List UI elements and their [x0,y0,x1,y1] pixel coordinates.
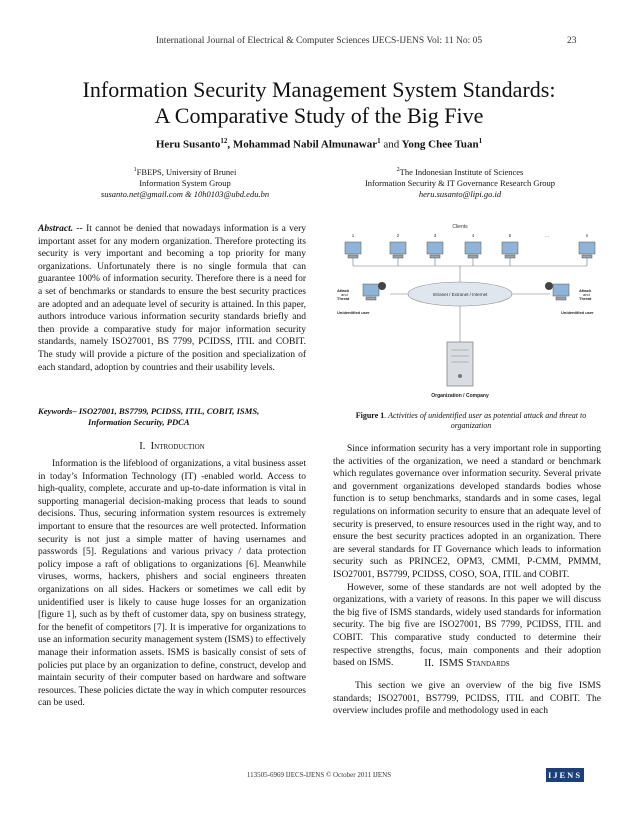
client-number-2: 2 [396,233,400,238]
unidentified-left-label: Unidentified user [337,310,370,315]
page-footer: 113505-6969 IJECS-IJENS © October 2011 IJENS [246,771,392,779]
section-2-title: ISMS Standards [439,658,510,669]
and-left-label: and [341,292,348,297]
client-number-1: 1 [351,233,355,238]
threat-left-label: Threat [337,296,350,301]
affiliation-left [60,165,310,200]
title-line-2: A Comparative Study of the Big Five [154,103,484,128]
right-paragraph-2: However, some of these standards are not well adopted by the organizations, with a variety of reasons. In this paper we will discuss the big five of ISMS standards, widely used standards for information security. The big five are ISO27001, BS 7799, PCIDSS, ITIL and COBIT. This comparative study conducted to determine their respective strengths, focus, main components and their adoption based on ISMS. [333,582,601,669]
section-2-number: II. [424,658,434,669]
section-1-body [38,458,306,710]
client-number-n: n [585,233,589,238]
threat-right-label: Threat [579,296,592,301]
affil-right-sup: 2 [396,167,400,173]
section-2-heading [333,658,601,669]
author-3: Yong Chee Tuan [401,138,479,151]
network-label: Intranet / Extranet / Internet [432,292,488,297]
client-number-3: 3 [433,233,437,238]
attacker-right [545,282,594,315]
affil-left-line1: FBEPS, University of Brunei [136,166,237,177]
abstract [38,223,306,374]
author-2: Mohammad Nabil Almunawar [232,138,378,151]
client-number-4: 4 [471,233,475,238]
keywords [38,406,306,428]
clients-label: Clients [452,224,468,230]
affil-left-email: susanto.net@gmail.com & 10h0103@ubd.edu.bn [100,188,270,199]
organization-label: Organization / Company [431,393,489,399]
client-computer-n [579,242,595,258]
section-1-paragraph: Information is the lifeblood of organizations, a vital business asset in today’s Information Technology (IT) -enabled world. Access to high-quality, complete, accurate and up-to-date information is vital in supporting managerial decision-making process that leads to sound decisions. Thus, securing information system resources is extremely important to ensure that the resources are well protected. Information security is not just a simple matter of having usernames and passwords [5]. Regulations and various privacy / data protection policy impose a raft of obligations to organizations [6]. Meanwhile viruses, worms, hackers, phishers and social engineers threaten organizations on all sides. Hackers or sometimes we call edit by unidentified user is likely to cause huge losses for an organization [figure 1], such as by theft of customer data, spy on business strategy, for the benefit of competitors [7]. It is imperative for organizations to use an information security management system (ISMS) to effectively manage their information assets. ISMS is basically consist of sets of policies put place by an organization to define, construct, develop and maintain security of their computer based on hardware and software resources. These policies dictate the way in which computer resources can be used. [38,459,306,709]
caption-text: . Activities of unidentified user as potential attack and threat to organization [384,411,587,430]
paper-title [40,77,598,129]
affiliation-right [325,165,595,200]
section-1-title: Introduction [150,441,205,452]
organization-server [447,342,473,386]
caption-label: Figure 1 [355,411,385,420]
affil-right-line2: Information Security & IT Governance Research Group [364,177,556,188]
client-computer-5 [502,242,518,258]
network-diagram [335,222,605,402]
abstract-text: It cannot be denied that nowadays information is a very important asset for any modern organization. Therefore protecting its security is very important and becoming a top priority for many organizations. Unfortunately there is no single formula that can guarantee 100% of information security. Therefore there is a need for a set of benchmarks or standards to ensure the best security practices are adopted and an adequate level of security is attained. In this paper, authors introduce various information security standards briefly and then provide a comparative study for major information security standards, namely ISO27001, BS 7799, PCIDSS, ITIL and COBIT. The study will provide a picture of the position and specialization of each standard, adoption by countries and their usability levels. [38,224,307,373]
client-computer-2 [390,242,406,258]
page-number: 23 [567,36,577,46]
right-paragraph-1: Since information security has a very important role in supporting the activities of the organization, we need a standard or benchmark which regulates governance over information security. Several private and government organizations developed standards bodies whose function is to setup benchmarks, standards and in some cases, legal regulations on information security to ensure that an adequate level of security is preserved, to ensure resources used in the right way, and to ensure the best security practices adopted in an organization. There are several standards for IT Governance which leads to information security such as PRINCE2, OPM3, CMMI, P-CMM, PMMM, ISO27001, BS7799, PCIDSS, COSO, SOA, ITIL and COBIT. [333,444,601,580]
ijens-logo: IJENS [547,770,583,780]
attack-right-label: Attack [579,288,592,293]
author-and: and [383,138,400,151]
author-1: Heru Susanto [155,138,221,151]
figure-caption [340,411,602,431]
affil-left-sup: 1 [133,167,137,173]
network-cloud [408,282,512,306]
unidentified-right-label: Unidentified user [561,310,594,315]
author-3-affil: 1 [478,137,483,145]
abstract-label: Abstract. -- [38,224,83,234]
author-list: Heru Susanto$^{12}$, Mohammad Nabil Almunawar$^1$ and Yong Chee Tuan$^1$ [155,137,483,151]
section-1-heading [38,441,306,452]
section-1-number: I. [139,441,146,452]
keywords-line-2: Information Security, PDCA [88,417,190,427]
client-computer-4 [465,242,481,258]
affil-right-line1: The Indonesian Institute of Sciences [399,166,524,177]
keywords-line-1: Keywords– ISO27001, BS7799, PCIDSS, ITIL, COBIT, ISMS, [38,406,260,416]
affil-right-email: heru.susanto@lipi.go.id [418,188,502,199]
author-1-affil: 12 [220,137,228,145]
client-number-ellipsis: ... [545,233,549,238]
attack-left-label: Attack [337,288,350,293]
client-computer-1 [345,242,361,258]
and-right-label: and [583,292,590,297]
affil-left-line2: Information System Group [139,177,231,188]
attacker-left [337,282,386,315]
section-2-body [333,680,601,718]
client-number-5: 5 [508,233,512,238]
right-column-body [333,443,601,670]
figure-1 [335,222,605,402]
section-2-paragraph: This section we give an overview of the big five ISMS standards; ISO27001, BS7799, PCIDSS, ITIL and COBIT. The overview includes profile and methodology used in each [333,681,601,717]
journal-name: International Journal of Electrical & Computer Sciences IJECS-IJENS Vol: 11 No: 05 [155,36,483,46]
title-line-1: Information Security Management System Standards: [82,77,556,102]
author-2-affil: 1 [377,137,381,145]
client-computer-3 [427,242,443,258]
